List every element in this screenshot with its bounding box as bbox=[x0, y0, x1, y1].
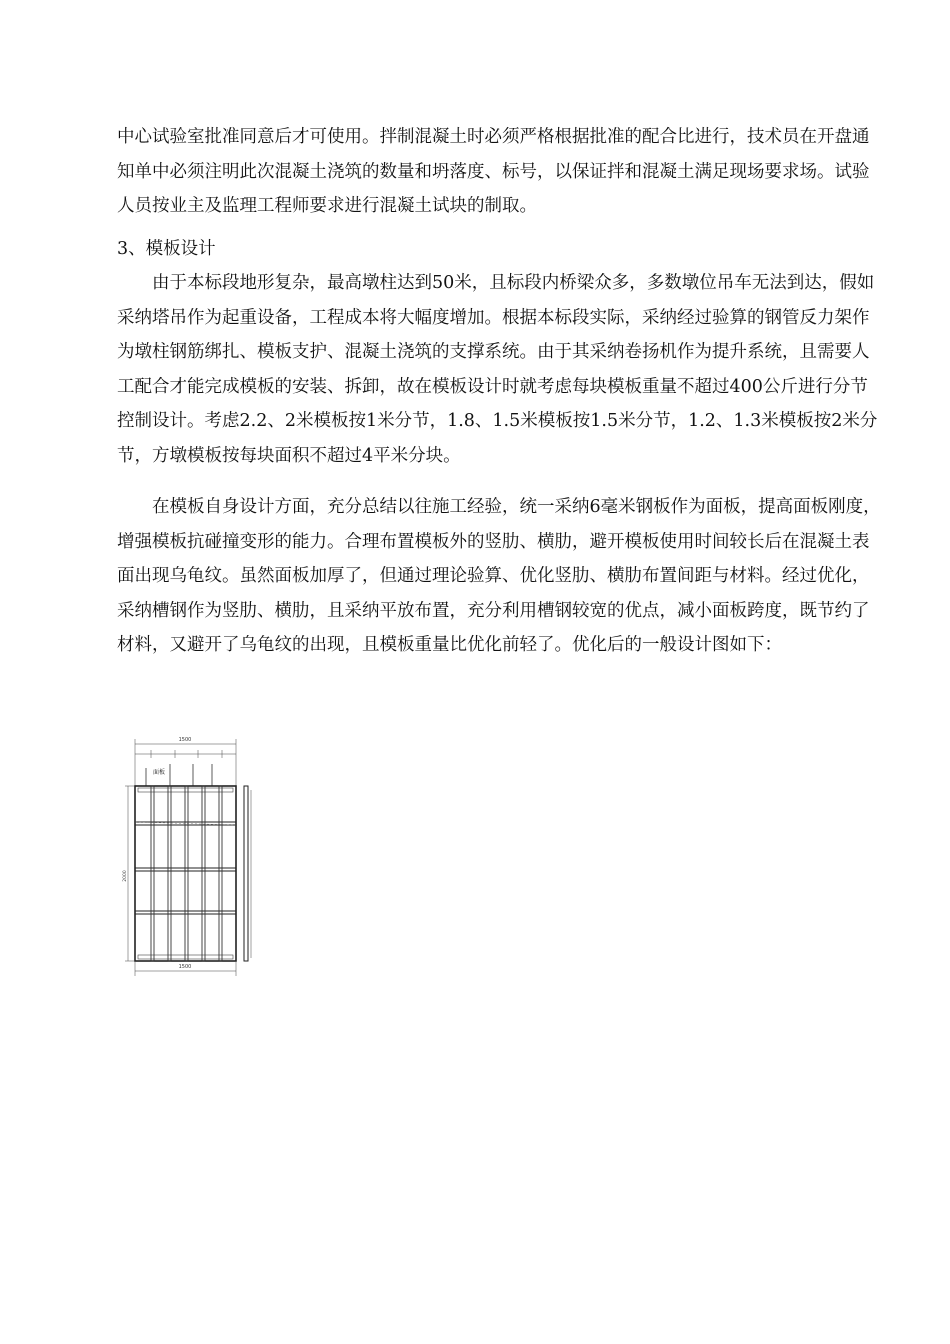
height-label: 2000 bbox=[123, 870, 128, 882]
bottom-width-label: 1500 bbox=[178, 964, 192, 970]
paragraph-design-basis: 由于本标段地形复杂，最高墩柱达到50米，且标段内桥梁众多，多数墩位吊车无法到达，假如采纳塔吊作为起重设备，工程成本将大幅度增加。根据本标段实际，采纳经过验算的钢管反力架作为墩柱钢筋绑扎、模板支护、混凝土浇筑的支撑系统。由于其采纳卷扬机作为提升系统，且需要人工配合才能完成模板的安装、拆卸，故在模板设计时就考虑每块模板重量不超过400公斤进行分节控制设计。考虑2.2、2米模板按1米分节，1.8、1.5米模板按1.5米分节，1.2、1.3米模板按2米分节，方墩模板按每块面积不超过4平米分块。 bbox=[117, 273, 878, 466]
top-width-label: 1500 bbox=[178, 737, 192, 743]
formwork-design-drawing bbox=[118, 730, 268, 980]
section-heading: 3、模板设计 bbox=[117, 239, 216, 259]
plate-label: 面板 bbox=[153, 769, 166, 776]
paragraph-continued: 中心试验室批准同意后才可使用。拌制混凝土时必须严格根据批准的配合比进行，技术员在开盘通知单中必须注明此次混凝土浇筑的数量和坍落度、标号，以保证拌和混凝土满足现场要求场。试验人员按业主及监理工程师要求进行混凝土试块的制取。 bbox=[117, 127, 870, 216]
paragraph-design-detail: 在模板自身设计方面，充分总结以往施工经验，统一采纳6毫米钢板作为面板，提高面板刚度，增强模板抗碰撞变形的能力。合理布置模板外的竖肋、横肋，避开模板使用时间较长后在混凝土表面出现乌龟纹。虽然面板加厚了，但通过理论验算、优化竖肋、横肋布置间距与材料。经过优化，采纳槽钢作为竖肋、横肋，且采纳平放布置，充分利用槽钢较宽的优点，减小面板跨度，既节约了材料，又避开了乌龟纹的出现，且模板重量比优化前轻了。优化后的一般设计图如下： bbox=[117, 497, 881, 655]
